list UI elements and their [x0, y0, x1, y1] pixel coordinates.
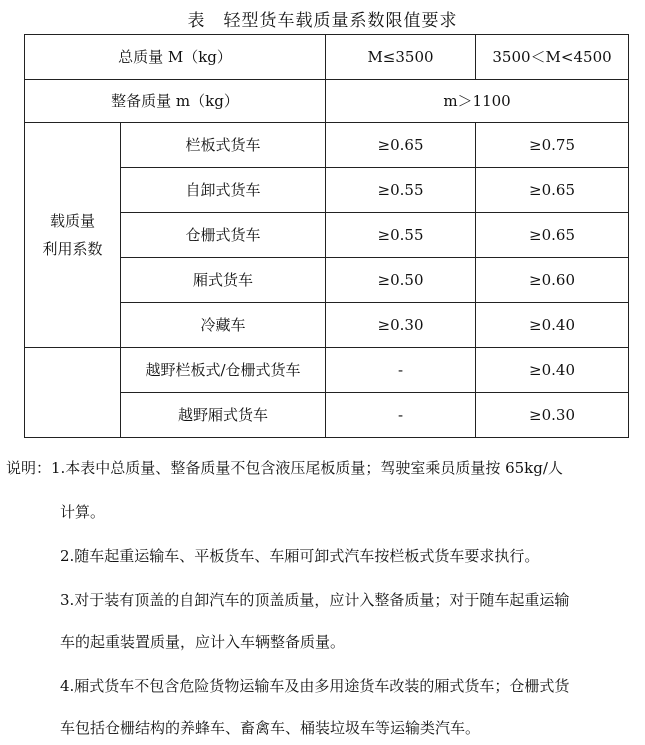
offroad-group-label	[25, 348, 121, 438]
load-coefficient-label-line1: 载质量	[49, 212, 95, 230]
note-4-line-2: 车包括仓栅结构的养蜂车、畜禽车、桶装垃圾车等运输类汽车。	[60, 719, 481, 737]
curb-mass-label: 整备质量 m（kg）	[25, 80, 326, 123]
limit-col1: ≥0.50	[326, 258, 476, 303]
limit-col1: -	[326, 348, 476, 393]
limit-col2: ≥0.60	[476, 258, 629, 303]
curb-mass-row	[25, 80, 629, 123]
vehicle-type: 越野栏板式/仓栅式货车	[121, 348, 326, 393]
table-header-row	[25, 35, 629, 80]
note-2: 2.随车起重运输车、平板货车、车厢可卸式汽车按栏板式货车要求执行。	[60, 547, 540, 565]
vehicle-type: 栏板式货车	[121, 123, 326, 168]
limit-col2: ≥0.40	[476, 348, 629, 393]
load-coefficient-label-line2: 利用系数	[42, 240, 103, 258]
coefficient-limits-table	[24, 34, 629, 438]
col2-header: 3500＜M<4500	[476, 35, 629, 80]
limit-col1: -	[326, 393, 476, 438]
limit-col2: ≥0.40	[476, 303, 629, 348]
limit-col1: ≥0.30	[326, 303, 476, 348]
vehicle-type: 仓栅式货车	[121, 213, 326, 258]
limit-col1: ≥0.65	[326, 123, 476, 168]
total-mass-header: 总质量 M（kg）	[25, 35, 326, 80]
note-1-line-1: 说明：1.本表中总质量、整备质量不包含液压尾板质量；驾驶室乘员质量按 65kg/人	[6, 459, 563, 477]
curb-mass-value: m＞1100	[326, 80, 629, 123]
vehicle-type: 厢式货车	[121, 258, 326, 303]
note-4-line-1: 4.厢式货车不包含危险货物运输车及由多用途货车改装的厢式货车；仓栅式货	[60, 677, 570, 695]
vehicle-type: 冷藏车	[121, 303, 326, 348]
note-3-line-2: 车的起重装置质量，应计入车辆整备质量。	[60, 633, 346, 651]
load-coefficient-label	[25, 123, 121, 348]
vehicle-type: 自卸式货车	[121, 168, 326, 213]
limit-col2: ≥0.30	[476, 393, 629, 438]
vehicle-type: 越野厢式货车	[121, 393, 326, 438]
col1-header: M≤3500	[326, 35, 476, 80]
limit-col2: ≥0.65	[476, 213, 629, 258]
limit-col2: ≥0.65	[476, 168, 629, 213]
limit-col1: ≥0.55	[326, 168, 476, 213]
table-row	[25, 348, 629, 393]
note-1-line-2: 计算。	[60, 503, 106, 521]
limit-col1: ≥0.55	[326, 213, 476, 258]
note-3-line-1: 3.对于装有顶盖的自卸汽车的顶盖质量，应计入整备质量；对于随车起重运输	[60, 591, 570, 609]
table-row	[25, 123, 629, 168]
table-title: 表 轻型货车载质量系数限值要求	[187, 11, 458, 31]
limit-col2: ≥0.75	[476, 123, 629, 168]
